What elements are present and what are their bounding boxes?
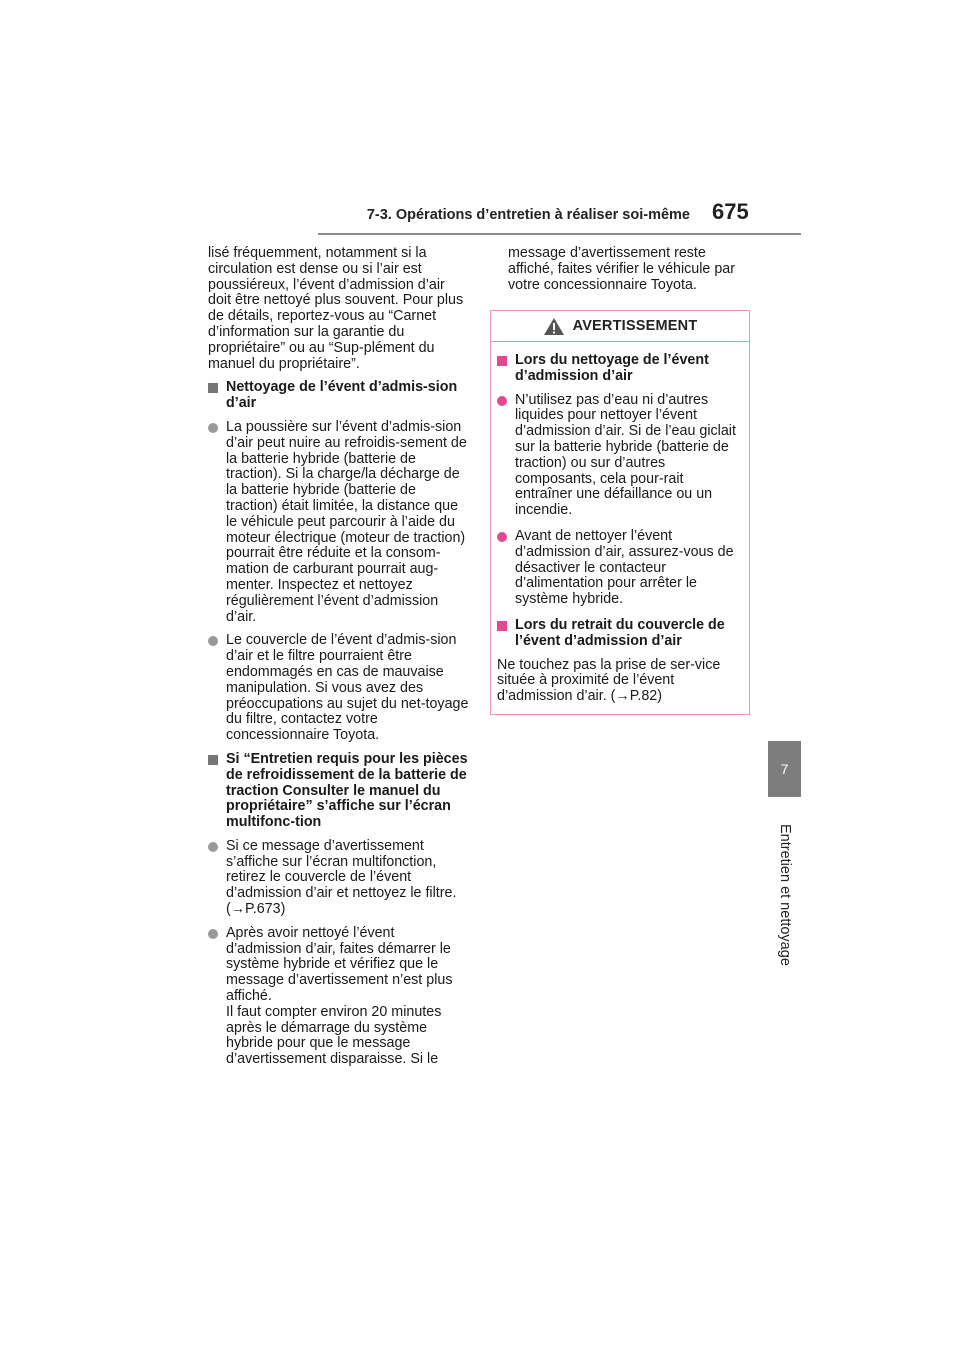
round-bullet-icon — [497, 396, 507, 406]
warning-box — [490, 310, 750, 715]
list-item-text-continued: Il faut compter environ 20 minutes après le démarrage du système hybride pour que le message d’avertissement disparaisse. Si le — [226, 1003, 442, 1068]
list-item-text: Le couvercle de l’évent d’admis-sion d’air et le filtre pourraient être endommagés en cas de mauvaise manipulation. Si vous avez des préoccupations au sujet du net-toyage du filtre, contactez votre concessionnaire Toyota. — [226, 632, 469, 744]
square-bullet-icon — [208, 383, 218, 393]
warning-heading-cleaning — [497, 353, 741, 385]
list-item — [497, 393, 741, 519]
intro-paragraph: lisé fréquemment, notamment si la circulation est dense ou si l’air est poussiéreux, l’évent d’admission d’air doit être nettoyé plus souvent. Pour plus de détails, reportez-vous au “Carnet d’information sur la garantie du propriétaire” ou au “Sup-plément du manuel du propriétaire”. — [208, 245, 464, 372]
list-item-text: Après avoir nettoyé l’évent d’admission d’air, faites démarrer le système hybride et vérifiez que le message d’avertissement n’est plus affiché. — [226, 924, 453, 1005]
list-item — [208, 839, 470, 918]
chapter-label-container — [762, 800, 808, 990]
chapter-number: 7 — [780, 761, 789, 777]
square-bullet-icon — [497, 621, 507, 631]
round-bullet-icon — [208, 842, 218, 852]
list-item — [208, 633, 470, 744]
list-item — [208, 420, 470, 625]
warning-header — [491, 311, 749, 342]
warning-title: AVERTISSEMENT — [572, 318, 698, 334]
right-column — [508, 246, 752, 301]
square-bullet-icon — [208, 755, 218, 765]
section-heading-cleaning — [208, 380, 470, 412]
square-bullet-icon — [497, 356, 507, 366]
warning-body — [491, 342, 749, 705]
heading-text: Lors du nettoyage de l’évent d’admission d’air — [515, 352, 709, 384]
list-item — [208, 926, 470, 1068]
page-number: 675 — [712, 199, 749, 224]
heading-text: Lors du retrait du couvercle de l’évent d’admission d’air — [515, 616, 725, 649]
warning-triangle-icon — [543, 317, 565, 336]
header-divider — [318, 233, 801, 235]
warning-heading-cover-removal — [497, 618, 741, 650]
round-bullet-icon — [497, 532, 507, 542]
warning-text: Ne touchez pas la prise de ser-vice située à proximité de l’évent d’admission d’air. (→P.82) — [497, 656, 721, 705]
chapter-label: Entretien et nettoyage — [777, 824, 793, 966]
continuation-paragraph: message d’avertissement reste affiché, faites vérifier le véhicule par votre concessionnaire Toyota. — [508, 245, 736, 293]
left-column — [208, 246, 470, 1076]
list-item-text: Avant de nettoyer l’évent d’admission d’air, assurez-vous de désactiver le contacteur d’alimentation pour arrêter le système hybride. — [515, 527, 734, 608]
chapter-tab[interactable] — [768, 741, 801, 797]
list-item-text: N’utilisez pas d’eau ni d’autres liquides pour nettoyer l’évent d’admission d’air. Si de l’eau giclait sur la batterie hybride (batterie de traction) ou sur d’autres composants, cela pour-rait entraîner une défaillance ou un incendie. — [515, 391, 736, 519]
list-item-text: La poussière sur l’évent d’admis-sion d’air peut nuire au refroidis-sement de la batterie hybride (batterie de traction). Si la charge/la décharge de la batterie hybride (batterie de traction) était limitée, la distance que le véhicule peut parcourir à l’aide du moteur électrique (moteur de traction) pourrait être réduite et la consom-mation de carburant pourrait aug-menter. Inspectez et nettoyez régulièrement l’évent d’admission d’air. — [226, 418, 467, 625]
list-item-text: Si ce message d’avertissement s’affiche sur l’écran multifonction, retirez le couvercle de l’évent d’admission d’air et nettoyez le filtre. (→P.673) — [226, 837, 457, 918]
round-bullet-icon — [208, 636, 218, 646]
round-bullet-icon — [208, 929, 218, 939]
section-title: 7-3. Opérations d’entretien à réaliser soi-même — [366, 207, 690, 223]
section-heading-maintenance-message — [208, 752, 470, 831]
list-item — [497, 529, 741, 608]
heading-text: Nettoyage de l’évent d’admis-sion d’air — [226, 379, 458, 412]
round-bullet-icon — [208, 423, 218, 433]
heading-text: Si “Entretien requis pour les pièces de refroidissement de la batterie de traction Consulter le manuel du propriétaire” s’affiche sur l’écran multifonc-tion — [226, 750, 468, 831]
